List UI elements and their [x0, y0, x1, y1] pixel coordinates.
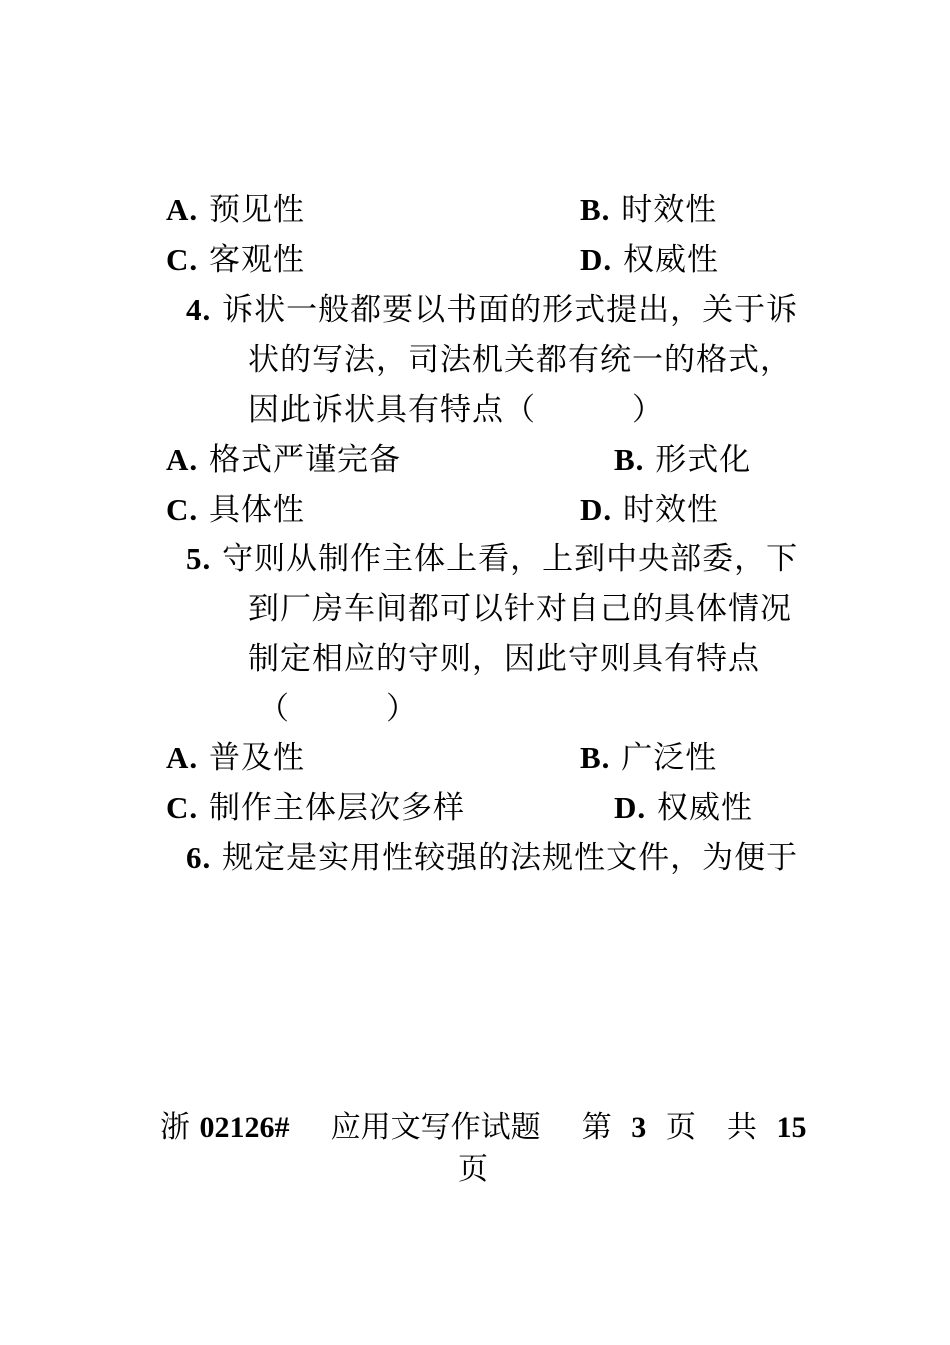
q5-stem-line-4: （ ） — [258, 691, 418, 727]
q6-stem-line-1 — [186, 838, 798, 878]
footer-prefix: 浙 — [160, 1110, 190, 1145]
question-text: 守则从制作主体上看，上到中央部委，下 — [222, 541, 799, 577]
option-letter: C. — [166, 492, 199, 527]
question-number: 5. — [186, 541, 212, 576]
q5-option-d — [614, 788, 753, 828]
q5-stem-line-3: 制定相应的守则，因此守则具有特点 — [248, 641, 760, 677]
footer-di: 第 — [581, 1110, 612, 1145]
question-number: 6. — [186, 840, 212, 875]
option-text: 时效性 — [621, 192, 718, 228]
option-letter: A. — [166, 192, 199, 227]
option-text: 格式严谨完备 — [209, 442, 401, 478]
option-text: 广泛性 — [621, 740, 718, 776]
footer-page-number: 3 — [631, 1111, 647, 1144]
question-text: 诉状一般都要以书面的形式提出，关于诉 — [222, 292, 799, 328]
q4-option-b — [614, 440, 751, 480]
option-letter: B. — [614, 442, 645, 477]
option-letter: D. — [580, 242, 613, 277]
option-letter: A. — [166, 740, 199, 775]
option-text: 权威性 — [623, 242, 719, 278]
footer-exam-code: 02126# — [199, 1111, 290, 1144]
option-letter: C. — [166, 242, 199, 277]
q5-stem-line-2: 到厂房车间都可以针对自己的具体情况 — [248, 591, 792, 627]
q3-option-d — [580, 240, 719, 280]
q4-option-d — [580, 490, 719, 530]
q4-stem-line-1 — [186, 290, 798, 330]
option-text: 预见性 — [209, 192, 305, 228]
footer-ye-wrapped: 页 — [458, 1152, 488, 1187]
footer-exam-title: 应用文写作试题 — [330, 1110, 541, 1145]
q4-option-c — [166, 490, 305, 530]
footer-ye: 页 — [665, 1110, 696, 1145]
q3-option-a — [166, 190, 305, 230]
footer-total-pages: 15 — [776, 1111, 807, 1144]
q4-option-a — [166, 440, 401, 480]
page-footer — [160, 1108, 806, 1148]
q5-option-b — [580, 738, 717, 778]
question-number: 4. — [186, 292, 212, 327]
option-text: 普及性 — [209, 740, 305, 776]
option-letter: A. — [166, 442, 199, 477]
option-text: 制作主体层次多样 — [209, 790, 465, 826]
option-text: 形式化 — [655, 442, 752, 478]
q4-stem-line-2: 状的写法，司法机关都有统一的格式， — [248, 342, 792, 378]
q5-option-a — [166, 738, 305, 778]
option-letter: D. — [614, 790, 647, 825]
footer-gong: 共 — [726, 1110, 757, 1145]
option-text: 具体性 — [209, 492, 305, 528]
question-text: 规定是实用性较强的法规性文件，为便于 — [222, 840, 799, 876]
q5-stem-line-1 — [186, 539, 798, 579]
q3-option-c — [166, 240, 305, 280]
q4-stem-line-3: 因此诉状具有特点（ ） — [248, 392, 664, 428]
option-text: 权威性 — [657, 790, 753, 826]
option-text: 时效性 — [623, 492, 719, 528]
q3-option-b — [580, 190, 717, 230]
q5-option-c — [166, 788, 465, 828]
option-letter: B. — [580, 740, 611, 775]
option-letter: D. — [580, 492, 613, 527]
option-letter: B. — [580, 192, 611, 227]
option-text: 客观性 — [209, 242, 305, 278]
option-letter: C. — [166, 790, 199, 825]
